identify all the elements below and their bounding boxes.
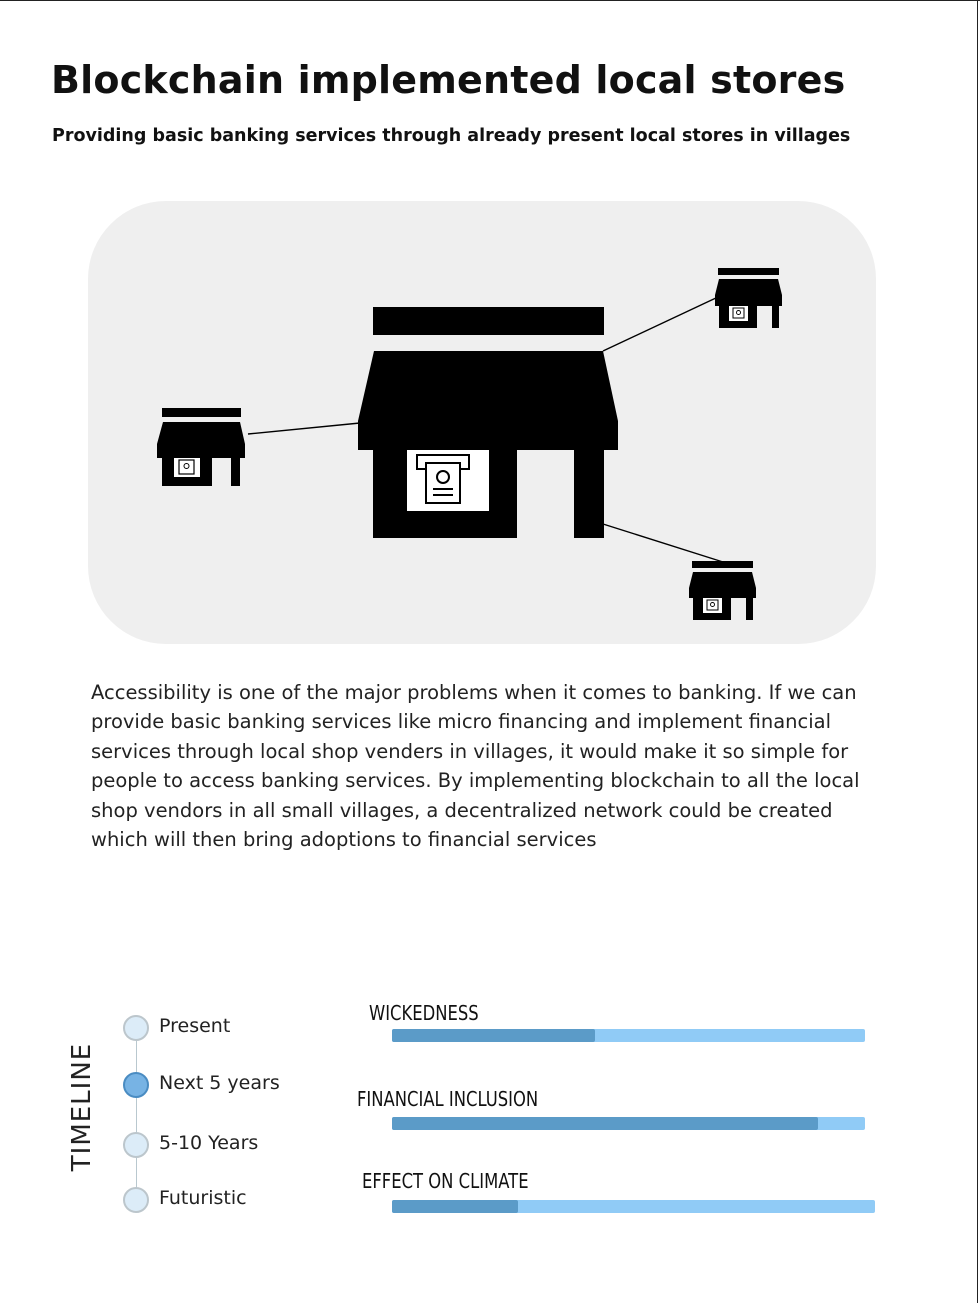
metric-bar-effect-on-climate (392, 1200, 875, 1213)
description-paragraph: Accessibility is one of the major problems when it comes to banking. If we can provide basic banking services like micro financing and implement financial services through local shop venders in villages, it would make it so simple for people to access banking services. By implementing blockchain to all the local shop vendors in all small villages, a decentralized network could be created which will then bring adoptions to financial services (91, 681, 860, 852)
page-subtitle: Providing basic banking services through already present local stores in villages (52, 126, 851, 146)
small-store-icon-left (157, 408, 245, 486)
metric-label-wickedness: WICKEDNESS (369, 1001, 479, 1025)
timeline-dot (123, 1187, 149, 1213)
timeline-dot-active (123, 1072, 149, 1098)
store-network-illustration (88, 201, 876, 644)
connection-line-left (248, 423, 360, 434)
metric-bar-fill (392, 1029, 595, 1042)
metric-label-financial-inclusion: FINANCIAL INCLUSION (357, 1087, 539, 1111)
timeline-item-label: Next 5 years (159, 1072, 280, 1094)
illustration-panel (88, 201, 876, 644)
timeline-label-text: TIMELINE (67, 1042, 97, 1172)
timeline-item-label: 5-10 Years (159, 1132, 259, 1154)
connection-line-bottom-right (603, 524, 723, 562)
connection-line-top-right (603, 297, 718, 351)
metric-bar-fill (392, 1117, 818, 1130)
metric-bar-financial-inclusion (392, 1117, 865, 1130)
metric-bar-wickedness (392, 1029, 865, 1042)
store-with-atm-icon (358, 307, 618, 538)
small-store-icon-bottom-right (689, 561, 756, 620)
timeline-item-label: Futuristic (159, 1187, 247, 1209)
small-store-icon-top-right (715, 268, 782, 328)
page-border-right (977, 0, 978, 1303)
timeline-dot (123, 1015, 149, 1041)
timeline-dot (123, 1132, 149, 1158)
timeline-connector (136, 1030, 137, 1200)
metric-label-effect-on-climate: EFFECT ON CLIMATE (362, 1169, 529, 1193)
metric-bar-fill (392, 1200, 518, 1213)
page-border-top (0, 0, 980, 1)
page-title: Blockchain implemented local stores (51, 58, 846, 102)
timeline-item-label: Present (159, 1015, 231, 1037)
